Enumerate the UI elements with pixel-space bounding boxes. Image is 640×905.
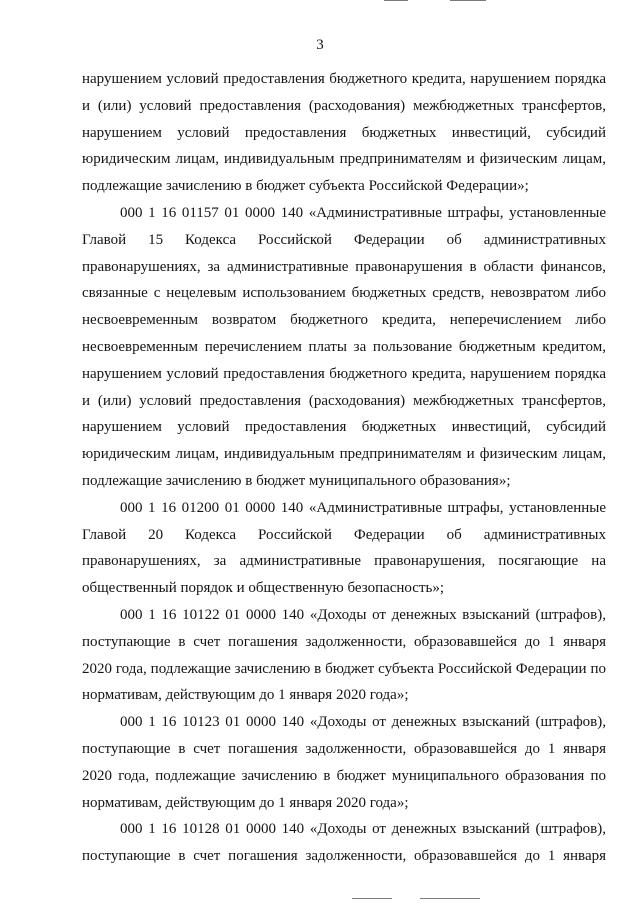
paragraph-code-01157: 000 1 16 01157 01 0000 140 «Административные штрафы, установленные Главой 15 Кодекса Российской Федерации об административных правонарушениях, за административные правонарушения в области финансов, связанные с нецелевым использованием бюджетных средств, невозвратом либо несвоевременным возвратом бюджетного кредита, неперечислением либо несвоевременным перечислением платы за пользование бюджетным кредитом, нарушением условий предоставления бюджетного кредита, нарушением порядка и (или) условий предоставления (расходования) межбюджетных трансфертов, нарушением условий предоставления бюджетных инвестиций, субсидий юридическим лицам, индивидуальным предпринимателям и физическим лицам, подлежащие зачислению в бюджет муниципального образования»; xyxy=(82,204,606,489)
scan-mark-top-left xyxy=(384,0,408,1)
paragraph-code-10128: 000 1 16 10128 01 0000 140 «Доходы от денежных взысканий (штрафов), поступающие в счет погашения задолженности, образовавшейся до 1 января xyxy=(82,821,606,865)
page-number: 3 xyxy=(316,37,324,53)
scan-mark-top-right xyxy=(450,0,486,1)
scan-mark-bottom-right xyxy=(420,898,480,899)
paragraph-continued: нарушением условий предоставления бюджетного кредита, нарушением порядка и (или) условий предоставления (расходования) межбюджетных трансфертов, нарушением условий предоставления бюджетных инвестиций, субсидий юридическим лицам, индивидуальным предпринимателям и физическим лицам, подлежащие зачислению в бюджет субъекта Российской Федерации»; xyxy=(82,71,606,195)
scan-mark-bottom-left xyxy=(352,898,392,899)
paragraph-code-10123: 000 1 16 10123 01 0000 140 «Доходы от денежных взысканий (штрафов), поступающие в счет погашения задолженности, образовавшейся до 1 января 2020 года, подлежащие зачислению в бюджет муниципального образования по нормативам, действующим до 1 января 2020 года»; xyxy=(82,714,606,811)
paragraph-code-10122: 000 1 16 10122 01 0000 140 «Доходы от денежных взысканий (штрафов), поступающие в счет погашения задолженности, образовавшейся до 1 января 2020 года, подлежащие зачислению в бюджет субъекта Российской Федерации по нормативам, действующим до 1 января 2020 года»; xyxy=(82,606,606,704)
document-body xyxy=(82,66,606,870)
paragraph-code-01200: 000 1 16 01200 01 0000 140 «Административные штрафы, установленные Главой 20 Кодекса Российской Федерации об административных правонарушениях, за административные правонарушения, посягающие на общественный порядок и общественную безопасность»; xyxy=(82,499,606,597)
